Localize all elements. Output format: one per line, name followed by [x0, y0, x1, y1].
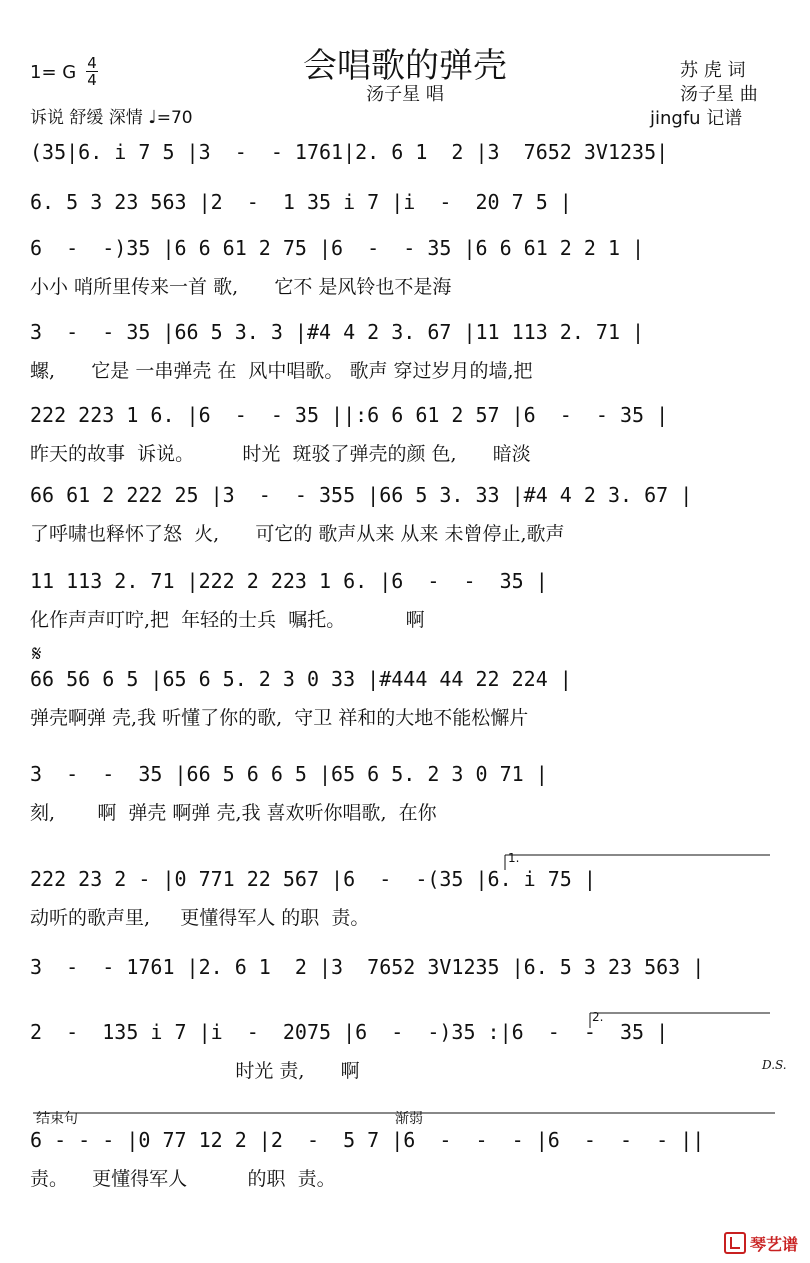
time-bottom: 4 [87, 71, 97, 89]
lyric-row: 小小 哨所里传来一首 歌, 它不 是风铃也不是海 [30, 276, 452, 298]
lyric-row: 责。 更懂得军人 的职 责。 [30, 1168, 336, 1190]
lyric-row: 时光 责, 啊 [30, 1060, 360, 1082]
song-title: 会唱歌的弹壳 [303, 46, 507, 86]
volta-2-label: 2. [592, 1010, 604, 1024]
notation-row: 222 223 1 6. |6 - - 35 ||:6 6 61 2 57 |6 - - 35 | [30, 403, 669, 427]
transcriber-credit: jingfu 记谱 [650, 108, 743, 129]
tempo-value: =70 [156, 108, 193, 128]
notation-row: 3 - - 35 |66 5 6 6 5 |65 6 5. 2 3 0 71 | [30, 762, 548, 786]
notation-row: 3 - - 35 |66 5 3. 3 |#4 4 2 3. 67 |11 113 2. 71 | [30, 320, 645, 344]
notation-row: 66 56 6 5 |65 6 5. 2 3 0 33 |#444 44 22 224 | [30, 667, 572, 691]
notation-row: 2 - 135 i 7 |i - 2075 |6 - -)35 :|6 - - 35 | [30, 1020, 669, 1044]
notation-row: 6. 5 3 23 563 |2 - 1 35 i 7 |i - 20 7 5 | [30, 190, 572, 214]
watermark-text: 琴艺谱 [749, 1235, 798, 1254]
notation-row: 222 23 2 - |0 771 22 567 |6 - -(35 |6. i 75 | [30, 867, 596, 891]
diminuendo-label: 渐弱 [395, 1111, 423, 1127]
time-top: 4 [87, 54, 97, 72]
volta-1-label: 1. [508, 851, 520, 865]
ending-label: 结束句 [36, 1111, 78, 1127]
quarter-note-icon: ♩ [148, 107, 157, 128]
segno-icon: 𝄋 [32, 642, 42, 667]
lyric-row: 了呼啸也释怀了怒 火, 可它的 歌声从来 从来 未曾停止,歌声 [30, 523, 565, 545]
logo-icon [724, 1232, 746, 1254]
lyric-row: 弹壳啊弹 壳,我 听懂了你的歌, 守卫 祥和的大地不能松懈片 [30, 707, 529, 729]
lyric-row: 昨天的故事 诉说。 时光 斑驳了弹壳的颜 色, 暗淡 [30, 443, 531, 465]
lyric-row: 螺, 它是 一串弹壳 在 风中唱歌。 歌声 穿过岁月的墙,把 [30, 360, 533, 382]
notation-row: 6 - - - |0 77 12 2 |2 - 5 7 |6 - - - |6 - - - || [30, 1128, 705, 1152]
watermark-logo [724, 1232, 798, 1255]
notation-row: 6 - -)35 |6 6 61 2 75 |6 - - 35 |6 6 61 2 2 1 | [30, 236, 645, 260]
lyricist-credit: 苏 虎 词 [680, 60, 746, 81]
notation-row: (35|6. i 7 5 |3 - - 1761|2. 6 1 2 |3 7652 3V1235| [30, 140, 669, 164]
lyric-row: 动听的歌声里, 更懂得军人 的职 责。 [30, 907, 370, 929]
singer-credit: 汤子星 唱 [366, 84, 444, 105]
notation-row: 66 61 2 222 25 |3 - - 355 |66 5 3. 33 |#4 4 2 3. 67 | [30, 483, 693, 507]
lyric-row: 化作声声叮咛,把 年轻的士兵 嘱托。 啊 [30, 609, 425, 631]
notation-row: 3 - - 1761 |2. 6 1 2 |3 7652 3V1235 |6. 5 3 23 563 | [30, 955, 705, 979]
expression-text: 诉说 舒缓 深情 [30, 108, 143, 128]
ds-marking: D.S. [762, 1058, 787, 1072]
notation-row: 11 113 2. 71 |222 2 223 1 6. |6 - - 35 | [30, 569, 548, 593]
composer-credit: 汤子星 曲 [680, 84, 758, 105]
key-signature: 1= G [30, 62, 77, 83]
lyric-row: 刻, 啊 弹壳 啊弹 壳,我 喜欢听你唱歌, 在你 [30, 802, 437, 824]
